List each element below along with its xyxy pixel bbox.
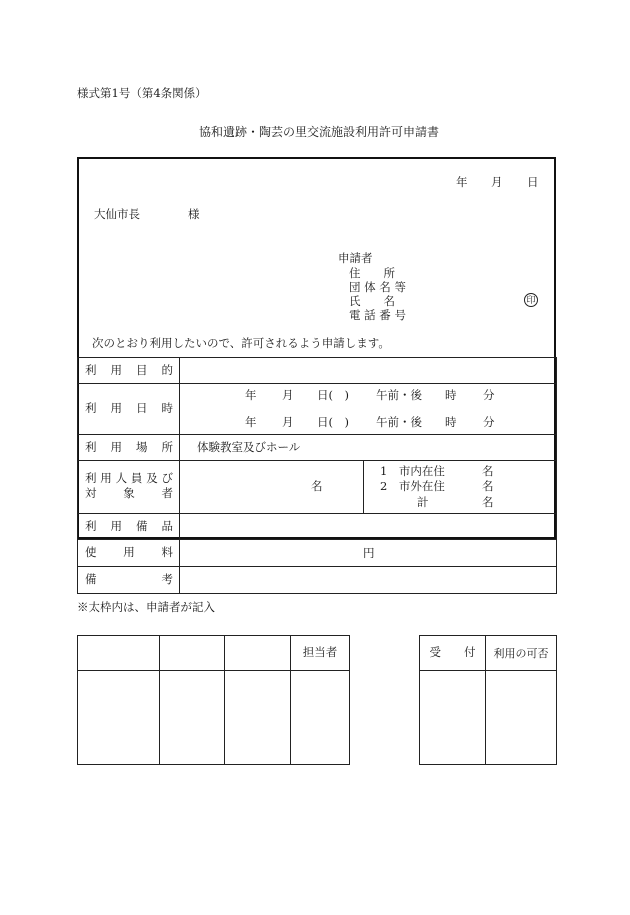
- people-label-line2: 対象者: [85, 486, 173, 500]
- fee-label: 使用料: [78, 540, 180, 567]
- staff-header: 担当者: [291, 636, 350, 671]
- receipt-table: [419, 635, 557, 765]
- people-divider: [363, 461, 364, 513]
- people-line1: 1 市内在住: [380, 464, 445, 478]
- dt1-minute: 分: [483, 388, 495, 402]
- dt2-hour: 時: [445, 415, 457, 429]
- office-header-3: [225, 636, 291, 671]
- date-year-label: 年: [456, 175, 468, 189]
- people-label-line1: 利用人員及び: [85, 471, 173, 485]
- purpose-label: 利用目的: [78, 358, 180, 384]
- purpose-field[interactable]: [180, 358, 557, 384]
- applicant-group-label: 団 体 名 等: [349, 280, 406, 294]
- fee-field: [180, 540, 557, 567]
- office-cell-3: [225, 671, 291, 765]
- approval-cell: [486, 671, 557, 765]
- seal-icon: 印: [524, 293, 538, 307]
- datetime-field[interactable]: [180, 384, 557, 435]
- equipment-field[interactable]: [180, 514, 557, 540]
- office-header-1: [78, 636, 160, 671]
- office-cell-2: [160, 671, 225, 765]
- dt1-year: 年: [245, 388, 257, 402]
- dt2-year: 年: [245, 415, 257, 429]
- people-line1-unit: 名: [482, 464, 494, 478]
- applicant-phone-label: 電 話 番 号: [349, 308, 406, 322]
- fee-unit: 円: [363, 546, 375, 560]
- addressee-name: 大仙市長: [94, 207, 140, 221]
- note-text: ※太枠内は、申請者が記入: [77, 600, 215, 614]
- applicant-address-label: 住 所: [349, 266, 395, 280]
- dt2-day: 日( ): [317, 415, 349, 429]
- people-line2-unit: 名: [482, 479, 494, 493]
- people-total-unit: 名: [482, 495, 494, 509]
- dt1-ampm: 午前・後: [376, 388, 422, 402]
- received-header: 受 付: [420, 636, 486, 671]
- datetime-label: 利用日時: [78, 384, 180, 435]
- place-value: 体験教室及びホール: [180, 435, 557, 461]
- equipment-label: 利用備品: [78, 514, 180, 540]
- dt2-minute: 分: [483, 415, 495, 429]
- application-table: [77, 357, 557, 594]
- office-header-2: [160, 636, 225, 671]
- form-number: 様式第1号（第4条関係）: [77, 86, 207, 100]
- office-table: [77, 635, 350, 765]
- dt1-day: 日( ): [317, 388, 349, 402]
- dt2-ampm: 午前・後: [376, 415, 422, 429]
- remarks-label: 備考: [78, 567, 180, 594]
- applicant-name-label: 氏 名: [349, 294, 395, 308]
- approval-header: 利用の可否: [486, 636, 557, 671]
- dt1-hour: 時: [445, 388, 457, 402]
- staff-cell: [291, 671, 350, 765]
- form-title: 協和遺跡・陶芸の里交流施設利用許可申請書: [199, 125, 440, 139]
- dt2-month: 月: [282, 415, 294, 429]
- office-cell-1: [78, 671, 160, 765]
- received-cell: [420, 671, 486, 765]
- remarks-field: [180, 567, 557, 594]
- addressee-honorific: 様: [188, 207, 200, 221]
- people-field[interactable]: [180, 461, 557, 514]
- people-total: 計: [417, 495, 429, 509]
- date-month-label: 月: [491, 175, 503, 189]
- place-label: 利用場所: [78, 435, 180, 461]
- people-label: [78, 461, 180, 514]
- date-day-label: 日: [527, 175, 539, 189]
- people-unit: 名: [311, 479, 323, 493]
- people-line2: 2 市外在住: [380, 479, 445, 493]
- applicant-heading: 申請者: [338, 251, 373, 265]
- request-text: 次のとおり利用したいので、許可されるよう申請します。: [92, 336, 390, 350]
- dt1-month: 月: [282, 388, 294, 402]
